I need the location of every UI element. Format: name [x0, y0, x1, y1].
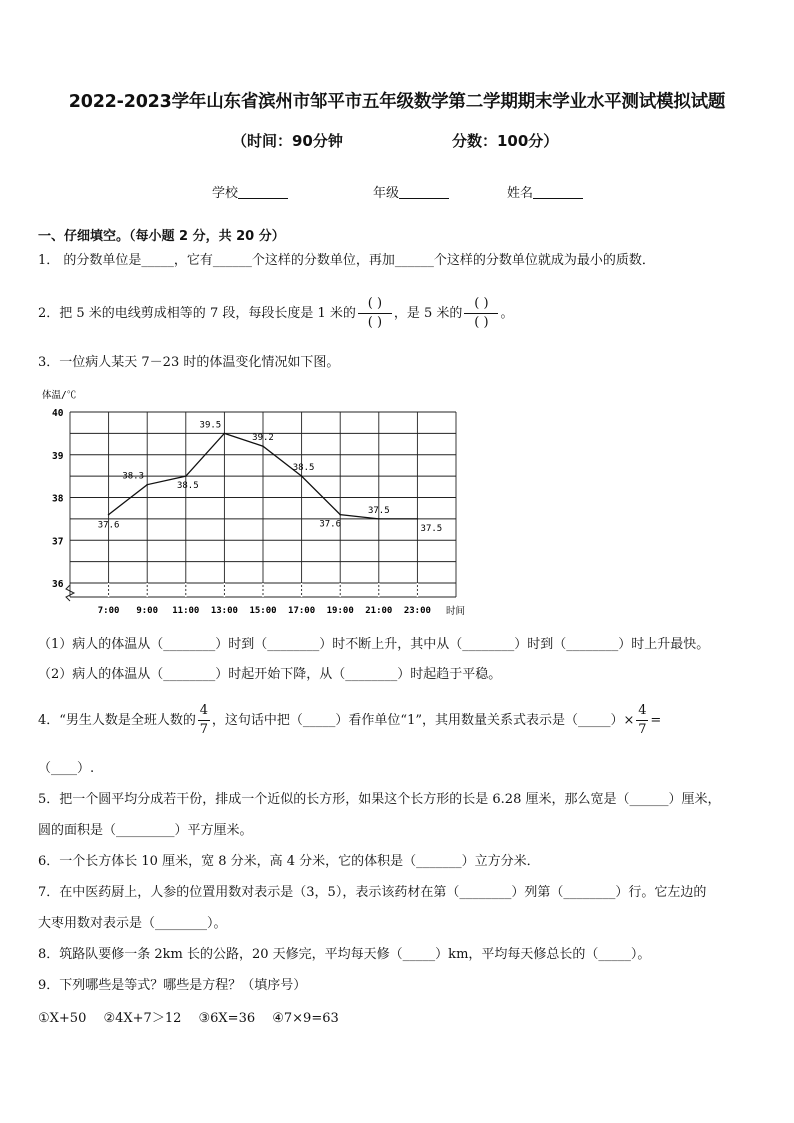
question-5-line-2: 圆的面积是（_________）平方厘米。 [38, 823, 253, 838]
q4-frac2-den: 7 [638, 722, 647, 737]
school-blank[interactable] [238, 186, 288, 199]
data-label: 38.5 [292, 463, 315, 474]
x-tick-label: 7:00 [97, 606, 120, 616]
question-3-part-1: （1）病人的体温从（________）时到（________）时不断上升，其中从（________）时到（________）时上升最快。 [38, 637, 710, 652]
name-label: 姓名 [507, 186, 534, 201]
q2-text-1: 2．把 5 米的电线剪成相等的 7 段，每段长度是 1 米的 [38, 305, 356, 321]
q4-frac1-den: 7 [199, 722, 209, 737]
q2-fraction-2[interactable] [464, 296, 498, 331]
y-axis-label: 体温/℃ [42, 390, 77, 401]
question-9: 9．下列哪些是等式？哪些是方程？（填序号） [38, 978, 307, 993]
q4-frac1-num: 4 [199, 703, 209, 718]
q4-fraction-2 [636, 703, 648, 738]
data-label: 37.5 [420, 523, 443, 534]
q2-frac2-den: ( ) [474, 315, 489, 330]
q4-fraction-1 [198, 703, 210, 738]
data-point [224, 433, 226, 435]
grade-blank[interactable] [399, 186, 449, 199]
data-label: 37.6 [319, 519, 342, 530]
data-point [339, 514, 341, 516]
q2-text-2: ，是 5 米的 [393, 305, 463, 321]
section-heading: 一、仔细填空。（每小题 2 分，共 20 分） [38, 229, 285, 244]
question-1: 1． 的分数单位是_____，它有______个这样的分数单位，再加______个这样的分数单位就成为最小的质数． [38, 253, 655, 268]
data-point [301, 475, 303, 477]
q4-text-3: = [650, 712, 662, 728]
q4-frac2-num: 4 [638, 703, 647, 718]
data-label: 37.6 [97, 520, 120, 531]
fraction-bar [198, 720, 210, 721]
q2-frac2-num: ( ) [474, 296, 489, 311]
data-point [146, 484, 148, 486]
question-6: 6．一个长方体长 10 厘米，宽 8 分米，高 4 分米，它的体积是（_______）立方分米． [38, 854, 540, 869]
question-9-options: ①X+50 ②4X+7＞12 ③6X=36 ④7×9=63 [38, 1011, 339, 1026]
q2-frac1-num: ( ) [367, 296, 383, 311]
x-tick-label: 21:00 [365, 606, 393, 616]
name-field [507, 182, 583, 201]
exam-title: 2022-2023学年山东省滨州市邹平市五年级数学第二学期期末学业水平测试模拟试题 [68, 92, 726, 112]
y-tick-label: 37 [52, 536, 64, 548]
fraction-bar [464, 313, 498, 314]
fraction-bar [358, 313, 392, 314]
data-point [417, 518, 419, 520]
school-label: 学校 [212, 186, 239, 201]
x-tick-label: 23:00 [403, 606, 431, 616]
q4-text-2: ，这句话中把（_____）看作单位“1”，其用数量关系式表示是（_____）× [211, 712, 635, 728]
x-tick-label: 11:00 [172, 606, 200, 616]
question-4 [38, 703, 661, 738]
question-7-line-1: 7．在中医药厨上，人参的位置用数对表示是（3，5），表示该药材在第（________）列第（________）行。它左边的 [38, 885, 707, 900]
x-tick-label: 17:00 [288, 606, 316, 616]
exam-score: 分数：100分） [452, 132, 559, 150]
data-point [185, 475, 187, 477]
q2-text-3: 。 [500, 305, 514, 321]
grade-label: 年级 [373, 186, 400, 201]
question-8: 8．筑路队要修一条 2km 长的公路，20 天修完，平均每天修（_____）km，平均每天修总长的（_____）。 [38, 947, 651, 962]
x-tick-label: 9:00 [136, 606, 159, 616]
data-point [262, 445, 264, 447]
data-point [108, 514, 110, 516]
chart-series [98, 420, 442, 534]
question-5-line-1: 5．把一个圆平均分成若干份，排成一个近似的长方形，如果这个长方形的长是 6.28 厘米，那么宽是（______）厘米， [38, 792, 721, 807]
data-label: 39.2 [252, 433, 274, 444]
q2-frac1-den: ( ) [367, 315, 383, 330]
y-tick-label: 36 [52, 579, 64, 590]
q2-fraction-1[interactable] [358, 296, 392, 331]
x-tick-label: 15:00 [249, 606, 277, 616]
data-label: 38.5 [176, 481, 199, 492]
temperature-chart [38, 384, 468, 620]
q4-text-1: 4．“男生人数是全班人数的 [38, 712, 196, 728]
grade-field [373, 182, 449, 201]
y-tick-label: 40 [52, 408, 64, 419]
question-3-part-2: （2）病人的体温从（________）时起开始下降，从（________）时起趋于平稳。 [38, 667, 502, 682]
question-4-cont: （____）. [38, 761, 95, 776]
data-label: 39.5 [199, 420, 222, 431]
fraction-bar [636, 720, 648, 721]
x-tick-label: 19:00 [326, 606, 354, 616]
name-blank[interactable] [533, 186, 583, 199]
data-point [378, 518, 380, 520]
question-7-line-2: 大枣用数对表示是（________）。 [38, 916, 227, 931]
exam-time: （时间：90分钟 [232, 132, 343, 150]
y-tick-label: 38 [52, 493, 64, 505]
x-tick-label: 13:00 [210, 606, 238, 616]
x-axis-label: 时间 [446, 606, 466, 617]
data-label: 38.3 [122, 471, 145, 482]
data-label: 37.5 [367, 505, 390, 516]
school-field [212, 182, 288, 201]
y-tick-label: 39 [52, 450, 64, 462]
question-3: 3．一位病人某天 7－23 时的体温变化情况如下图。 [38, 355, 340, 370]
question-2 [38, 296, 513, 331]
